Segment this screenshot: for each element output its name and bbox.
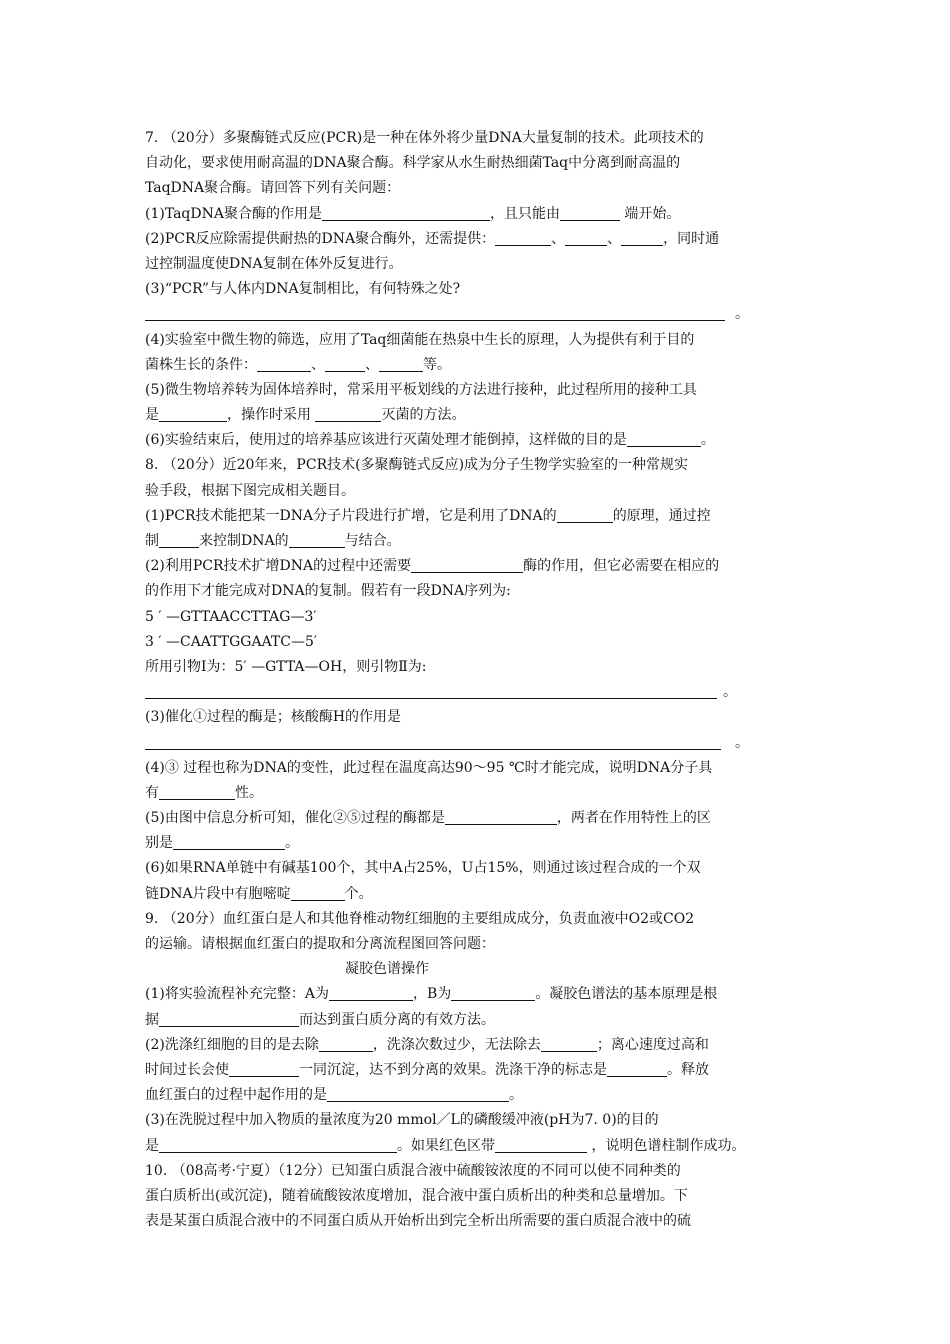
answer-blank[interactable] xyxy=(451,984,535,1001)
text: 血红蛋白的过程中起作用的是 xyxy=(145,1087,327,1104)
answer-blank[interactable] xyxy=(445,808,557,825)
answer-blank[interactable] xyxy=(325,355,365,372)
text: 灭菌的方法。 xyxy=(381,407,466,424)
q8-line-1: 8. （20分）近20年来，PCR技术(多聚酶链式反应)成为分子生物学实验室的一种常规实 xyxy=(145,457,689,474)
text: ；离心速度过高和 xyxy=(596,1036,709,1053)
answer-blank[interactable] xyxy=(495,229,551,246)
text: 。 xyxy=(700,432,715,449)
answer-blank[interactable] xyxy=(319,1035,373,1052)
text: (2)利用PCR技术扩增DNA的过程中还需要 xyxy=(145,558,412,575)
q8-part-1 xyxy=(145,504,811,529)
answer-blank[interactable] xyxy=(159,405,227,422)
q10-line-2: 蛋白质析出(或沉淀)，随着硫酸铵浓度增加，混合液中蛋白质析出的种类和总量增加。下 xyxy=(145,1187,688,1204)
text: 制 xyxy=(145,533,159,549)
q7-part-3-answer xyxy=(145,302,811,327)
answer-blank[interactable] xyxy=(411,556,523,573)
q9-part-3: (3)在洗脱过程中加入物质的量浓度为20 mmol／L的磷酸缓冲液(pH为7. 0)的目的 xyxy=(145,1112,659,1129)
q9-flow-label: 凝胶色谱操作 xyxy=(345,961,429,978)
text: 别是 xyxy=(145,835,173,852)
document-page xyxy=(145,126,811,1234)
text: ，洗涤次数过少，无法除去 xyxy=(372,1036,541,1053)
q9-part-2 xyxy=(145,1033,811,1058)
text: (6)实验结束后，使用过的培养基应该进行灭菌处理才能倒掉，这样做的目的是 xyxy=(145,432,627,449)
text: 。 xyxy=(285,835,299,852)
q7-line-1: 7. （20分）多聚酶链式反应(PCR)是一种在体外将少量DNA大量复制的技术。此项技术的 xyxy=(145,130,704,146)
q7-part-5: (5)微生物培养转为固体培养时，常采用平板划线的方法进行接种，此过程所用的接种工具 xyxy=(145,381,697,398)
text: (2)PCR反应除需提供耐热的DNA聚合酶外，还需提供： xyxy=(145,230,496,247)
text: 、 xyxy=(311,356,325,373)
answer-blank[interactable] xyxy=(565,229,607,246)
q9-part-1-cont xyxy=(145,1008,811,1033)
text: ，两者在作用特性上的区 xyxy=(556,810,711,827)
q10-line-1: 10. （08高考·宁夏）（12分）已知蛋白质混合液中硫酸铵浓度的不同可以使不同种类的 xyxy=(145,1162,681,1179)
q8-part-6-cont xyxy=(145,882,811,907)
q7-part-6 xyxy=(145,428,811,453)
answer-blank[interactable] xyxy=(621,229,663,246)
q9-part-2-cont xyxy=(145,1058,811,1083)
text: (1)TaqDNA聚合酶的作用是 xyxy=(145,205,322,222)
q9-part-1 xyxy=(145,982,811,1007)
q7-part-1 xyxy=(145,202,811,227)
q8-primer-answer xyxy=(145,680,811,705)
answer-blank[interactable] xyxy=(315,405,381,422)
text: ，B为 xyxy=(412,986,452,1003)
text: 一同沉淀，达不到分离的效果。洗涤干净的标志是 xyxy=(299,1061,607,1078)
q8-part-4-cont xyxy=(145,781,811,806)
text: (2)洗涤红细胞的目的是去除 xyxy=(145,1036,319,1053)
answer-blank[interactable] xyxy=(557,506,613,523)
text: ，操作时采用 xyxy=(227,407,316,424)
answer-blank[interactable] xyxy=(173,833,285,850)
text: (1)将实验流程补充完整：A为 xyxy=(145,986,329,1003)
text: ，且只能由 xyxy=(489,205,560,222)
q8-part-2 xyxy=(145,554,811,579)
q9-part-3-cont xyxy=(145,1134,811,1159)
q8-part-4: (4)③ 过程也称为DNA的变性，此过程在温度高达90～95 ℃时才能完成，说明DNA分子具 xyxy=(145,759,713,776)
answer-blank[interactable] xyxy=(229,1060,299,1077)
text: 。凝胶色谱法的基本原理是根 xyxy=(535,986,718,1003)
q8-part-2-cont: 的作用下才能完成对DNA的复制。假若有一段DNA序列为: xyxy=(145,583,511,600)
q8-part-5-cont xyxy=(145,831,811,856)
text: 等。 xyxy=(423,356,451,373)
q8-part-3: (3)催化①过程的酶是；核酸酶H的作用是 xyxy=(145,709,402,726)
answer-blank[interactable] xyxy=(257,355,311,372)
text: 的原理，通过控 xyxy=(612,507,711,524)
q7-line-2: 自动化，要求使用耐高温的DNA聚合酶。科学家从水生耐热细菌Taq中分离到耐高温的 xyxy=(145,155,681,172)
text: 与结合。 xyxy=(344,533,401,549)
text: 。 xyxy=(509,1087,523,1104)
q7-part-3: (3)“PCR”与人体内DNA复制相比，有何特殊之处? xyxy=(145,281,461,298)
text: 链DNA片段中有胞嘧啶 xyxy=(145,885,291,902)
text: 。如果红色区带 xyxy=(397,1137,495,1154)
q9-line-1: 9. （20分）血红蛋白是人和其他脊椎动物红细胞的主要组成成分，负责血液中O2或CO2 xyxy=(145,910,695,927)
q7-line-3: TaqDNA聚合酶。请回答下列有关问题： xyxy=(145,180,401,197)
answer-blank[interactable] xyxy=(560,204,620,221)
answer-blank[interactable] xyxy=(289,531,345,548)
text: 。 xyxy=(735,734,749,751)
text: 时间过长会使 xyxy=(145,1061,229,1078)
text: 有 xyxy=(145,784,159,801)
text: 、 xyxy=(551,230,566,247)
answer-blank[interactable] xyxy=(145,682,717,699)
text: ，同时通 xyxy=(663,230,720,247)
answer-blank[interactable] xyxy=(145,733,721,750)
text: 个。 xyxy=(344,885,373,902)
answer-blank[interactable] xyxy=(159,1136,397,1153)
q8-primer: 所用引物Ⅰ为：5′ —GTTA—OH，则引物Ⅱ为: xyxy=(145,658,427,675)
q7-part-4: (4)实验室中微生物的筛选，应用了Taq细菌能在热泉中生长的原理，人为提供有利于目的 xyxy=(145,331,695,348)
text: 性。 xyxy=(235,784,263,801)
answer-blank[interactable] xyxy=(322,204,490,221)
q9-part-2-cont-2 xyxy=(145,1083,811,1108)
text: ，说明色谱柱制作成功。 xyxy=(587,1137,746,1154)
q8-part-6: (6)如果RNA单链中有碱基100个，其中A占25%，U占15%，则通过该过程合成的一个双 xyxy=(145,860,701,877)
text: 据 xyxy=(145,1011,159,1028)
text: 端开始。 xyxy=(619,205,681,222)
text: (1)PCR技术能把某一DNA分子片段进行扩增，它是利用了DNA的 xyxy=(145,507,557,524)
text: 。 xyxy=(735,306,749,323)
answer-blank[interactable] xyxy=(145,304,725,321)
answer-blank[interactable] xyxy=(159,1010,299,1027)
text: 来控制DNA的 xyxy=(199,533,289,549)
dna-sequence-bottom: 3 ′ —CAATTGGAATC—5′ xyxy=(145,633,318,650)
q7-part-5-cont xyxy=(145,403,811,428)
dna-sequence-top: 5 ′ —GTTAACCTTAG—3′ xyxy=(145,608,317,625)
text: 、 xyxy=(365,356,379,373)
q8-part-3-answer xyxy=(145,731,811,756)
q7-part-2 xyxy=(145,227,811,252)
answer-blank[interactable] xyxy=(607,1060,667,1077)
answer-blank[interactable] xyxy=(329,984,413,1001)
answer-blank[interactable] xyxy=(379,355,423,372)
q10-line-3: 表是某蛋白质混合液中的不同蛋白质从开始析出到完全析出所需要的蛋白质混合液中的硫 xyxy=(145,1213,691,1230)
text: 是 xyxy=(145,1137,159,1154)
answer-blank[interactable] xyxy=(327,1085,509,1102)
text: 、 xyxy=(607,230,622,247)
text: 。 xyxy=(723,684,737,701)
text: 是 xyxy=(145,407,159,424)
text: 菌株生长的条件： xyxy=(145,356,257,373)
q8-part-5 xyxy=(145,806,811,831)
answer-blank[interactable] xyxy=(541,1035,597,1052)
answer-blank[interactable] xyxy=(159,531,199,548)
text: 。释放 xyxy=(667,1061,709,1078)
q8-line-2: 验手段，根据下图完成相关题目。 xyxy=(145,482,355,499)
text: 酶的作用，但它必需要在相应的 xyxy=(523,558,720,575)
answer-blank[interactable] xyxy=(495,1136,587,1153)
q8-part-1-cont xyxy=(145,529,811,554)
text: (5)由图中信息分析可知，催化②⑤过程的酶都是 xyxy=(145,810,445,827)
answer-blank[interactable] xyxy=(627,430,701,447)
q7-part-2-cont: 过控制温度使DNA复制在体外反复进行。 xyxy=(145,255,403,272)
text: 而达到蛋白质分离的有效方法。 xyxy=(299,1011,495,1028)
q9-line-2: 的运输。请根据血红蛋白的提取和分离流程图回答问题： xyxy=(145,936,495,952)
answer-blank[interactable] xyxy=(159,783,235,800)
answer-blank[interactable] xyxy=(291,884,345,901)
q7-part-4-cont xyxy=(145,353,811,378)
